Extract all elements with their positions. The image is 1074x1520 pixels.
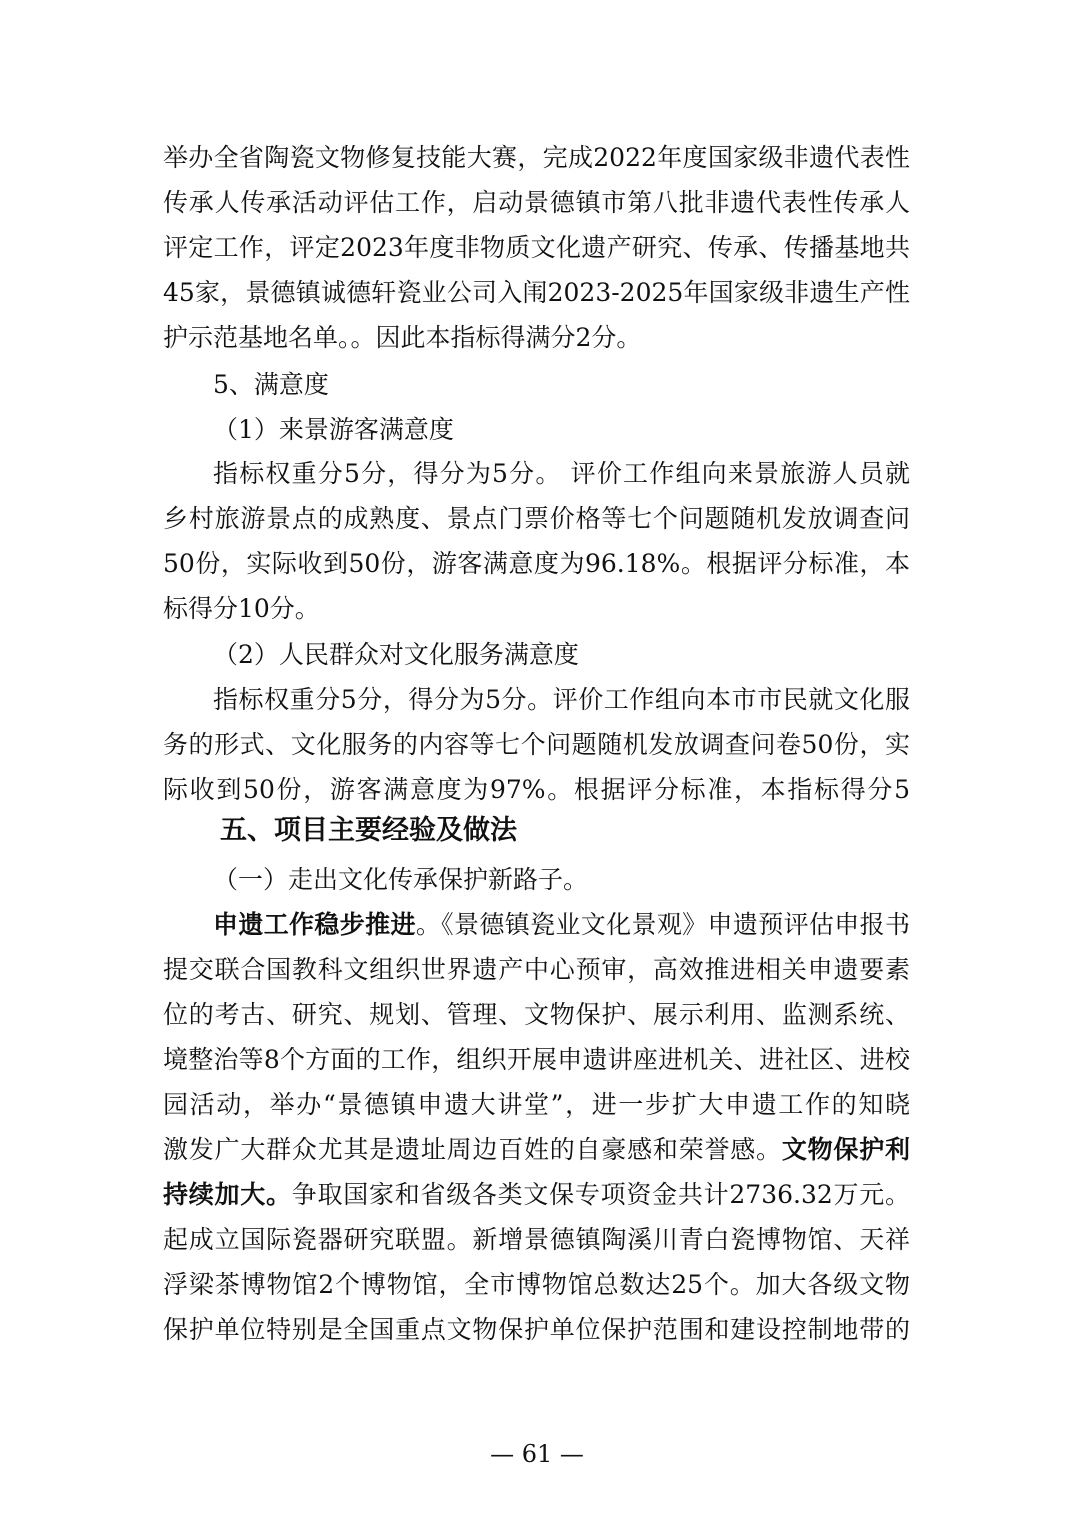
text-line [163,187,910,219]
text-line [163,1044,910,1076]
bold-lead-phrase: 文物保护利 [781,1135,910,1164]
text-line [163,1089,910,1121]
text-segment: 。《景德镇瓷业文化景观》申遗预评估申报书 [415,910,910,939]
page-number: — 61 — [490,1440,584,1468]
text-line [213,864,910,896]
text-segment: 争取国家和省级各类文保专项资金共计2736.32万元。 [291,1180,910,1209]
text-segment: 举办全省陶瓷文物修复技能大赛，完成2022年度国家级非遗代表性 [163,143,910,172]
text-segment: 标得分10分。 [163,594,320,623]
text-line [163,1179,910,1211]
text-line [163,999,910,1031]
text-line [163,1224,910,1256]
text-line [163,1269,910,1301]
text-segment: 45家，景德镇诚德轩瓷业公司入闱2023-2025年国家级非遗生产性 [163,278,910,307]
text-segment: 务的形式、文化服务的内容等七个问题随机发放调查问卷50份，实 [163,730,910,759]
text-line [163,593,910,625]
text-segment: 护示范基地名单。。因此本指标得满分2分。 [163,323,642,352]
text-segment: 际收到50份，游客满意度为97%。根据评分标准，本指标得分5 [163,775,910,804]
text-segment: 起成立国际瓷器研究联盟。新增景德镇陶溪川青白瓷博物馆、天祥 [163,1225,910,1254]
text-line [163,1314,910,1346]
text-segment: （1）来景游客满意度 [213,415,454,444]
text-line [163,142,910,174]
text-line [163,729,910,761]
text-line [213,414,910,446]
text-segment: 境整治等8个方面的工作，组织开展申遗讲座进机关、进社区、进校 [163,1045,910,1074]
text-segment: 5、满意度 [213,370,329,399]
text-line [163,322,910,354]
text-line [163,503,910,535]
text-line [163,774,910,806]
text-line [163,548,910,580]
text-segment: 浮梁茶博物馆2个博物馆，全市博物馆总数达25个。加大各级文物 [163,1270,910,1299]
text-segment: 指标权重分5分，得分为5分。 评价工作组向来景旅游人员就 [213,459,910,488]
section-heading [220,815,967,847]
text-segment: （2）人民群众对文化服务满意度 [213,640,579,669]
text-segment: 园活动，举办“景德镇申遗大讲堂”，进一步扩大申遗工作的知晓 [163,1090,910,1119]
text-line [213,369,910,401]
text-segment: 保护单位特别是全国重点文物保护单位保护范围和建设控制地带的 [163,1315,910,1344]
text-line [163,954,910,986]
text-segment: 五、项目主要经验及做法 [220,815,517,846]
text-line [213,684,910,716]
bold-lead-phrase: 申遗工作稳步推进 [213,910,416,939]
text-segment: 位的考古、研究、规划、管理、文物保护、展示利用、监测系统、 [163,1000,910,1029]
bold-lead-phrase: 持续加大。 [163,1180,292,1209]
text-line [163,1134,910,1166]
text-segment: 指标权重分5分，得分为5分。评价工作组向本市市民就文化服 [213,685,910,714]
text-segment: 传承人传承活动评估工作，启动景德镇市第八批非遗代表性传承人 [163,188,910,217]
text-segment: 评定工作，评定2023年度非物质文化遗产研究、传承、传播基地共 [163,233,910,262]
text-line [213,639,910,671]
text-line [213,458,910,490]
text-segment: （一）走出文化传承保护新路子。 [213,865,589,894]
text-line [213,909,910,941]
text-segment: 乡村旅游景点的成熟度、景点门票价格等七个问题随机发放调查问 [163,504,910,533]
text-segment: 提交联合国教科文组织世界遗产中心预审，高效推进相关申遗要素 [163,955,910,984]
text-line [163,277,910,309]
text-segment: 50份，实际收到50份，游客满意度为96.18%。根据评分标准，本 [163,549,910,578]
text-line [163,232,910,264]
text-segment: 激发广大群众尤其是遗址周边百姓的自豪感和荣誉感。 [163,1135,782,1164]
